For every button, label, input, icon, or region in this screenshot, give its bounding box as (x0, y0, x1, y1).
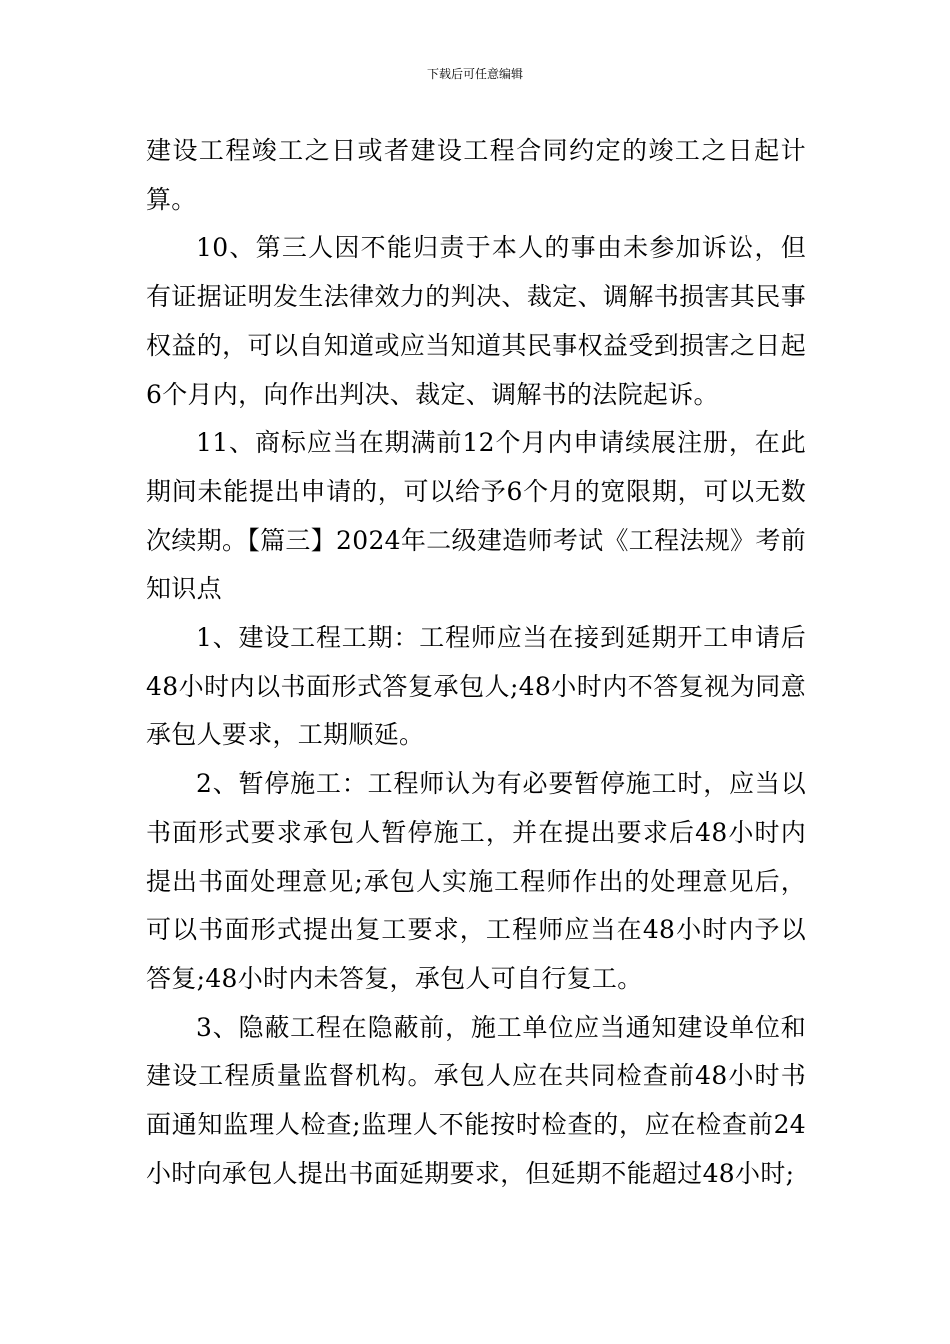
paragraph-item-2: 2、暂停施工：工程师认为有必要暂停施工时，应当以书面形式要求承包人暂停施工，并在提出要求后48小时内提出书面处理意见;承包人实施工程师作出的处理意见后，可以书面形式提出复工要求，工程师应当在48小时内予以答复;48小时内未答复，承包人可自行复工。 (146, 769, 806, 993)
paragraph-item-11: 11、商标应当在期满前12个月内申请续展注册，在此期间未能提出申请的，可以给予6个月的宽限期，可以无数次续期。【篇三】2024年二级建造师考试《工程法规》考前知识点 (146, 428, 806, 604)
page-header: 下载后可任意编辑 (426, 67, 523, 81)
document-body (146, 127, 806, 1198)
paragraph-item-10: 10、第三人因不能归责于本人的事由未参加诉讼，但有证据证明发生法律效力的判决、裁定、调解书损害其民事权益的，可以自知道或应当知道其民事权益受到损害之日起6个月内，向作出判决、裁定、调解书的法院起诉。 (146, 233, 806, 409)
paragraph-continuation: 建设工程竣工之日或者建设工程合同约定的竣工之日起计算。 (146, 136, 806, 214)
paragraph-item-1: 1、建设工程工期：工程师应当在接到延期开工申请后48小时内以书面形式答复承包人;48小时内不答复视为同意承包人要求，工期顺延。 (146, 623, 806, 750)
paragraph-item-3: 3、隐蔽工程在隐蔽前，施工单位应当通知建设单位和建设工程质量监督机构。承包人应在共同检查前48小时书面通知监理人检查;监理人不能按时检查的，应在检查前24小时向承包人提出书面延期要求，但延期不能超过48小时; (146, 1012, 806, 1188)
